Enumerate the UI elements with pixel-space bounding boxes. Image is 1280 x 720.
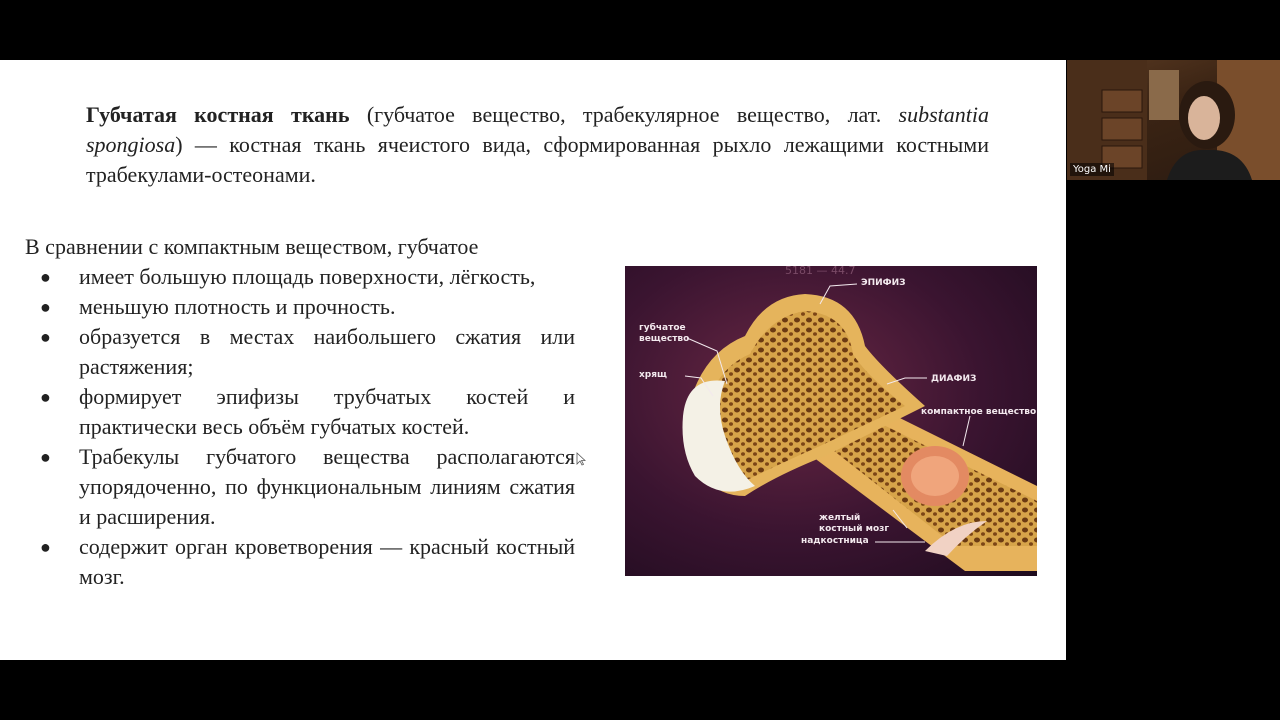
- webcam-tile[interactable]: [1067, 60, 1280, 180]
- list-item: ● содержит орган кроветворения — красный костный мозг.: [40, 534, 575, 589]
- definition-paragraph: [86, 100, 989, 190]
- label-diaphysis: ДИАФИЗ: [931, 374, 977, 384]
- bullet-dot: ●: [40, 267, 51, 287]
- label-marrow-2: костный мозг: [819, 524, 890, 534]
- bullet-dot: ●: [40, 447, 51, 467]
- mouse-cursor-icon: [576, 452, 586, 466]
- webcam-video: [1067, 60, 1280, 180]
- list-item: ● Трабекулы губчатого вещества располагаются упорядоченно, по функциональным линиям сжатия и расширения.: [40, 444, 575, 529]
- definition-text-2: ) — костная ткань ячеистого вида, сформированная рыхло лежащими костными трабекулами-остеонами.: [86, 132, 989, 187]
- label-epiphysis: ЭПИФИЗ: [861, 278, 906, 288]
- comparison-lead: В сравнении с компактным веществом, губчатое: [25, 234, 479, 259]
- property-list: [40, 262, 575, 592]
- list-item: ● имеет большую площадь поверхности, лёгкость,: [40, 262, 575, 292]
- label-cartilage: хрящ: [639, 370, 667, 380]
- participant-name: Yoga Mi: [1070, 163, 1114, 176]
- definition-term: Губчатая костная ткань: [86, 102, 350, 127]
- label-marrow-1: желтый: [819, 513, 861, 523]
- label-spongy-1: губчатое: [639, 323, 686, 333]
- label-periosteum: надкостница: [801, 536, 869, 546]
- list-item: ● формирует эпифизы трубчатых костей и практически весь объём губчатых костей.: [40, 384, 575, 439]
- label-spongy-2: вещество: [639, 334, 690, 344]
- list-item: ● меньшую плотность и прочность.: [40, 292, 575, 322]
- bone-illustration: [625, 266, 1037, 576]
- presentation-slide: [0, 60, 1066, 660]
- bullet-dot: ●: [40, 297, 51, 317]
- bullet-dot: ●: [40, 327, 51, 347]
- faint-background-text: 5181 — 44.7: [785, 266, 856, 277]
- definition-text-1: (губчатое вещество, трабекулярное вещество, лат.: [349, 102, 899, 127]
- latin-term: substantia spongiosa: [86, 102, 989, 157]
- bullet-dot: ●: [40, 387, 51, 407]
- list-item: ● образуется в местах наибольшего сжатия или растяжения;: [40, 324, 575, 379]
- label-compact: компактное вещество: [921, 407, 1037, 417]
- bullet-dot: ●: [40, 537, 51, 557]
